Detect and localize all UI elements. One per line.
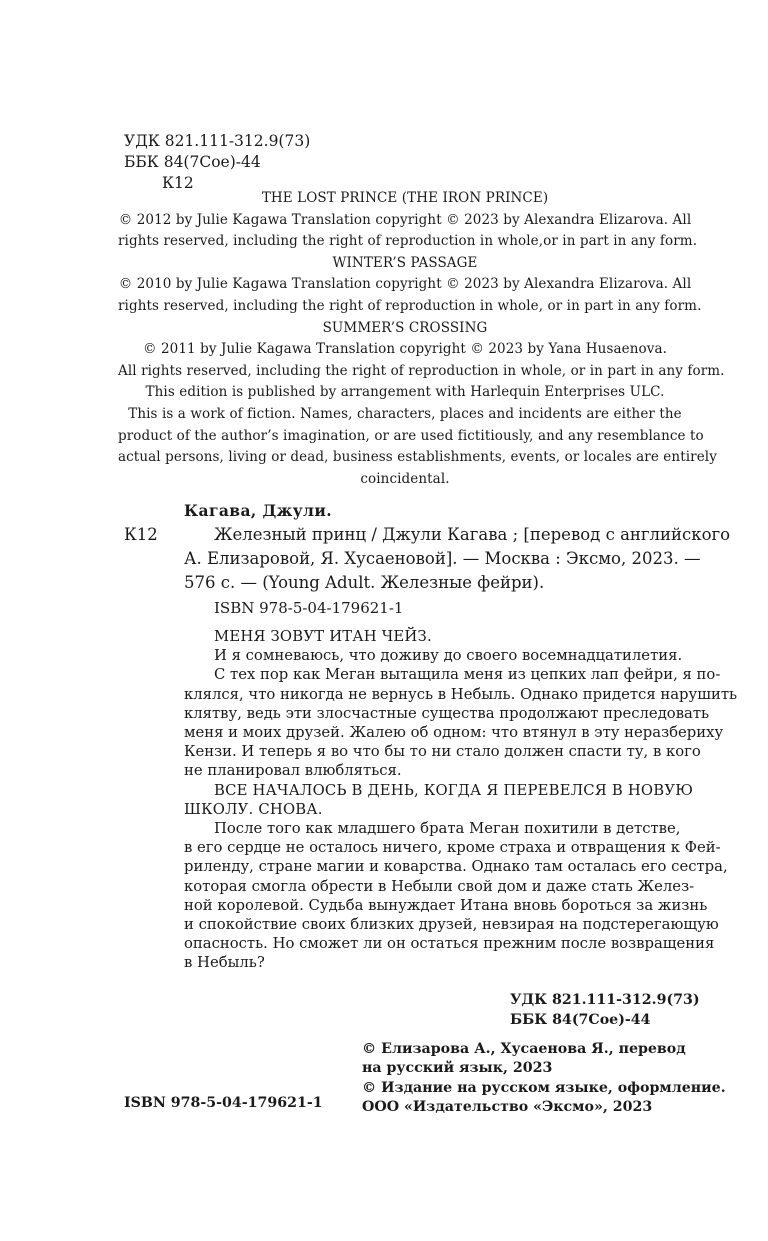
fiction-disclaimer-line: This is a work of fiction. Names, characters, places and incidents are either the <box>128 405 682 422</box>
copyright-notices <box>118 188 725 490</box>
annotation-line: опасность. Но сможет ли он остаться прежним после возвращения <box>184 935 715 953</box>
annotation-line: И я сомневаюсь, что доживу до своего восемнадцатилетия. <box>214 647 683 665</box>
copyright-title-lost-prince: THE LOST PRINCE (THE IRON PRINCE) <box>261 190 549 206</box>
annotation-line: Кензи. И теперь я во что бы то ни стало должен спасти ту, в кого <box>184 743 701 761</box>
bbk-code: ББК 84(7Сое)-44 <box>124 153 261 171</box>
description-line: А. Елизаровой, Я. Хусаеновой]. — Москва : Эксмо, 2023. — <box>184 549 701 568</box>
copyright-title-winters-passage: WINTER’S PASSAGE <box>332 254 478 271</box>
annotation-line: которая смогла обрести в Небыли свой дом и даже стать Желез- <box>184 877 695 895</box>
edition-note: This edition is published by arrangement with Harlequin Enterprises ULC. <box>145 384 665 401</box>
footer-udk: УДК 821.111-312.9(73) <box>510 992 700 1008</box>
bibliographic-description <box>184 523 731 595</box>
annotation-line: После того как младшего брата Меган похитили в детстве, <box>214 820 681 838</box>
footer-bbk: ББК 84(7Сое)-44 <box>510 1012 651 1028</box>
copyright-line: © 2011 by Julie Kagawa Translation copyright © 2023 by Yana Husaenova. <box>142 341 668 358</box>
annotation-line: МЕНЯ ЗОВУТ ИТАН ЧЕЙЗ. <box>214 628 432 645</box>
annotation-line: и спокойствие своих близких друзей, невзирая на подстерегающую <box>184 916 719 934</box>
annotation-line: клялся, что никогда не вернусь в Небыль. Однако придется нарушить <box>184 685 738 703</box>
publisher-line: ООО «Издательство «Эксмо», 2023 <box>362 1099 653 1116</box>
fiction-disclaimer-line: product of the author’s imagination, or are used fictitiously, and any resemblance to <box>118 427 704 444</box>
author-heading: Кагава, Джули. <box>184 501 333 520</box>
copyright-line: All rights reserved, including the right of reproduction in whole, or in part in any form. <box>118 362 725 379</box>
fiction-disclaimer-line: actual persons, living or dead, business establishments, events, or locales are entirely <box>118 449 717 466</box>
footer-isbn: ISBN 978-5-04-179621-1 <box>124 1095 323 1111</box>
isbn-record: ISBN 978-5-04-179621-1 <box>214 599 404 617</box>
copyright-title-summers-crossing: SUMMER’S CROSSING <box>322 319 488 336</box>
annotation-line: в Небыль? <box>184 954 265 972</box>
copyright-line: © 2012 by Julie Kagawa Translation copyright © 2023 by Alexandra Elizarova. All <box>118 211 692 228</box>
footer-classification <box>510 990 700 1030</box>
description-line: Железный принц / Джули Кагава ; [перевод с английского <box>214 525 731 544</box>
annotation-line: в его сердце не осталось ничего, кроме страха и отвращения к Фей- <box>184 839 721 857</box>
copyright-line: rights reserved, including the right of reproduction in whole,or in part in any form. <box>118 233 698 250</box>
annotation-line: ШКОЛУ. СНОВА. <box>184 800 323 818</box>
publisher-copyright <box>362 1040 726 1118</box>
fiction-disclaimer-line: coincidental. <box>360 470 450 487</box>
description-line: 576 с. — (Young Adult. Железные фейри). <box>184 573 545 592</box>
annotation <box>184 627 738 973</box>
udk-code: УДК 821.111-312.9(73) <box>124 132 311 150</box>
annotation-line: риленду, стране магии и коварства. Однако там осталась его сестра, <box>184 858 728 876</box>
copyright-line: © 2010 by Julie Kagawa Translation copyright © 2023 by Alexandra Elizarova. All <box>118 276 692 293</box>
author-mark: К12 <box>162 174 194 192</box>
annotation-line: ной королевой. Судьба вынуждает Итана вновь бороться за жизнь <box>184 896 708 914</box>
annotation-line: С тех пор как Меган вытащила меня из цепких лап фейри, я по- <box>214 666 721 684</box>
copyright-line: rights reserved, including the right of reproduction in whole, or in part in any form. <box>118 297 702 314</box>
annotation-line: не планировал влюбляться. <box>184 762 402 780</box>
annotation-line: ВСЕ НАЧАЛОСЬ В ДЕНЬ, КОГДА Я ПЕРЕВЕЛСЯ В НОВУЮ <box>214 781 694 799</box>
publisher-line: © Издание на русском языке, оформление. <box>362 1079 726 1096</box>
bibliographic-mark: К12 <box>124 525 158 544</box>
annotation-line: клятву, ведь эти злосчастные существа продолжают преследовать <box>184 704 710 722</box>
publisher-line: на русский язык, 2023 <box>362 1060 553 1077</box>
publisher-line: © Елизарова А., Хусаенова Я., перевод <box>362 1041 686 1057</box>
annotation-line: меня и моих друзей. Жалею об одном: что втянул в эту неразбериху <box>184 724 724 742</box>
